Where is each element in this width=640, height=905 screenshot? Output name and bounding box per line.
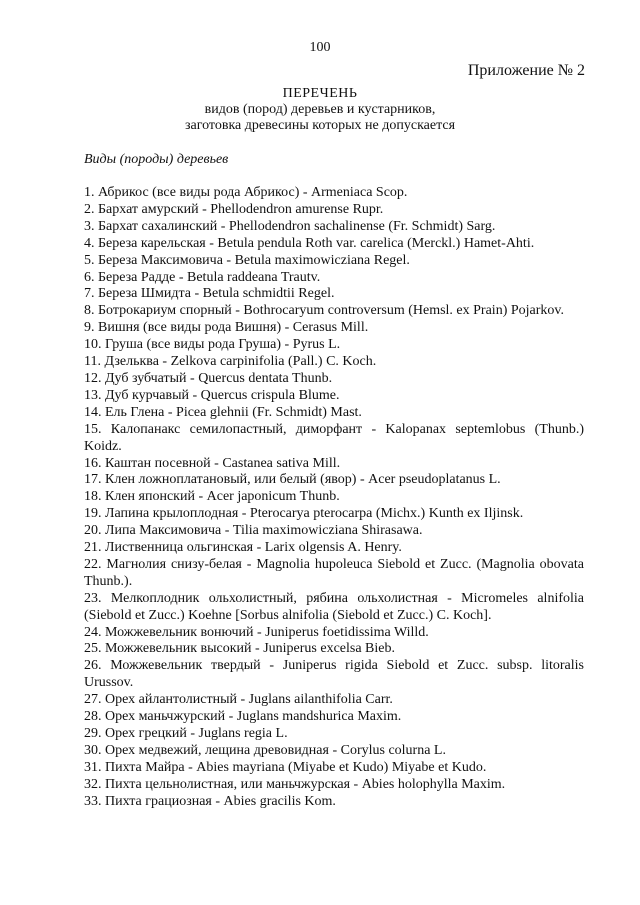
list-item: 30. Орех медвежий, лещина древовидная - Corylus colurna L.: [84, 742, 446, 758]
list-item: 33. Пихта грациозная - Abies gracilis Kom.: [84, 793, 336, 809]
list-item: 12. Дуб зубчатый - Quercus dentata Thunb.: [84, 370, 333, 386]
list-item: 18. Клен японский - Acer japonicum Thunb.: [84, 489, 340, 505]
list-item: 15. Калопанакс семилопастный, диморфант - Kalopanax septemlobus (Thunb.) Koidz.: [84, 421, 584, 454]
subtitle-line: заготовка древесины которых не допускается: [184, 118, 456, 133]
document-title: ПЕРЕЧЕНЬ: [282, 86, 358, 101]
species-list: [84, 185, 584, 811]
list-item: 6. Береза Радде - Betula raddeana Trautv.: [84, 269, 321, 285]
document-subtitle: [0, 102, 640, 134]
list-item: 26. Можжевельник твердый - Juniperus rigida Siebold et Zucc. subsp. litoralis Urussov.: [84, 658, 584, 691]
appendix-label: Приложение № 2: [467, 62, 585, 79]
list-item: 27. Орех айлантолистный - Juglans ailanthifolia Carr.: [84, 692, 393, 708]
list-item: 4. Береза карельская - Betula pendula Roth var. carelica (Merckl.) Hamet-Ahti.: [84, 235, 535, 251]
list-item: 14. Ель Глена - Picea glehnii (Fr. Schmidt) Mast.: [84, 404, 362, 420]
page-number: 100: [309, 40, 331, 55]
list-item: 25. Можжевельник высокий - Juniperus excelsa Bieb.: [84, 641, 396, 657]
list-item: 9. Вишня (все виды рода Вишня) - Cerasus Mill.: [84, 320, 369, 336]
list-item: 17. Клен ложноплатановый, или белый (явор) - Acer pseudoplatanus L.: [84, 472, 501, 488]
list-item: 2. Бархат амурский - Phellodendron amurense Rupr.: [84, 201, 384, 217]
list-item: 28. Орех маньчжурский - Juglans mandshurica Maxim.: [84, 709, 402, 725]
list-item: 3. Бархат сахалинский - Phellodendron sachalinense (Fr. Schmidt) Sarg.: [84, 218, 496, 234]
list-item: 16. Каштан посевной - Castanea sativa Mill.: [84, 455, 341, 471]
list-item: 1. Абрикос (все виды рода Абрикос) - Armeniaca Scop.: [84, 185, 408, 200]
list-item: 32. Пихта цельнолистная, или маньчжурская - Abies holophylla Maxim.: [84, 776, 506, 792]
list-item: 31. Пихта Майра - Abies mayriana (Miyabe et Kudo) Miyabe et Kudo.: [84, 759, 487, 775]
list-item: 24. Можжевельник вонючий - Juniperus foetidissima Willd.: [84, 624, 429, 640]
list-item: 22. Магнолия снизу-белая - Magnolia hupoleuca Siebold et Zucc. (Magnolia obovata Thunb.).: [84, 556, 584, 589]
list-item: 10. Груша (все виды рода Груша) - Pyrus L.: [84, 337, 341, 353]
section-heading: Виды (породы) деревьев: [84, 152, 229, 167]
list-item: 8. Ботрокариум спорный - Bothrocaryum controversum (Hemsl. ex Prain) Pojarkov.: [84, 303, 565, 319]
list-item: 19. Лапина крылоплодная - Pterocarya pterocarpa (Michx.) Kunth ex Iljinsk.: [84, 506, 524, 522]
list-item: 20. Липа Максимовича - Tilia maximowicziana Shirasawa.: [84, 523, 423, 539]
list-item: 29. Орех грецкий - Juglans regia L.: [84, 726, 288, 741]
list-item: 11. Дзельква - Zelkova carpinifolia (Pall.) C. Koch.: [84, 354, 377, 370]
list-item: 5. Береза Максимовича - Betula maximowicziana Regel.: [84, 252, 410, 268]
list-item: 21. Лиственница ольгинская - Larix olgensis A. Henry.: [84, 540, 402, 556]
list-item: 7. Береза Шмидта - Betula schmidtii Regel.: [84, 286, 335, 302]
list-item: 13. Дуб курчавый - Quercus crispula Blume.: [84, 387, 340, 403]
list-item: 23. Мелкоплодник ольхолистный, рябина ольхолистная - Micromeles alnifolia (Siebold et Zucc.) Koehne [Sorbus alnifolia (Siebold et Zucc.) C. Koch].: [84, 590, 584, 623]
subtitle-line: видов (пород) деревьев и кустарников,: [204, 102, 436, 117]
